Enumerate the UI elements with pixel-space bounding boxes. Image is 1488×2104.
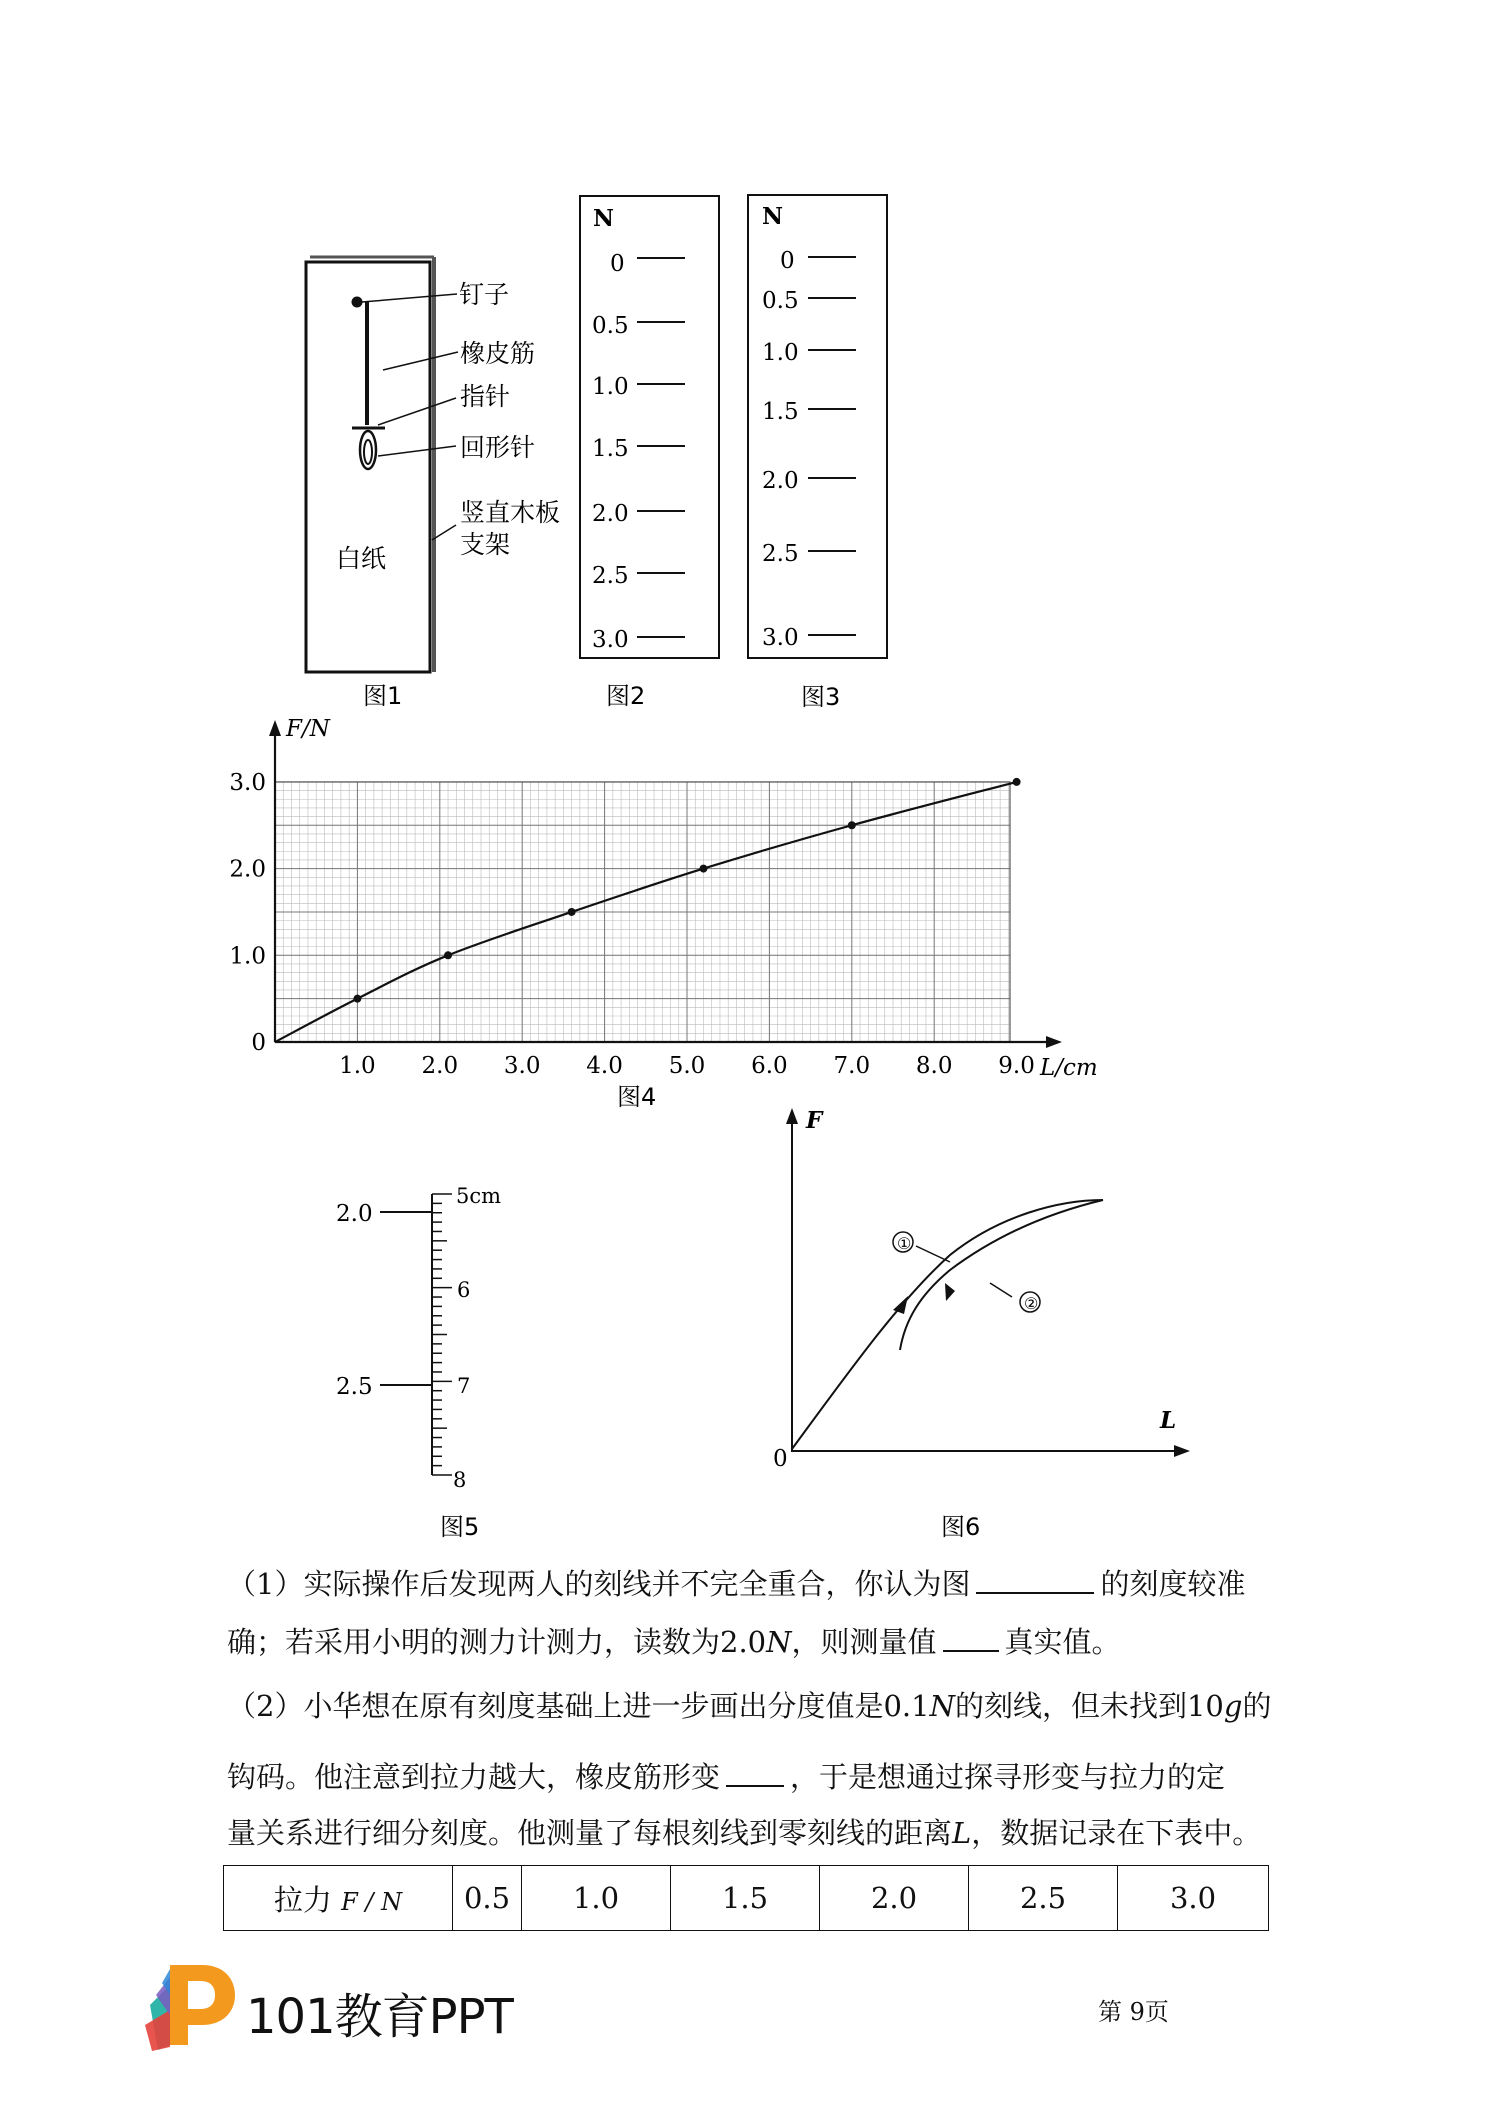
label-paper-clip: 回形针 [460,433,536,462]
figure-4-chart [229,716,1097,1111]
origin-label: 0 [251,1030,266,1056]
fig6-x-label: L [1160,1407,1177,1434]
label-nail: 钉子 [459,280,510,309]
figure-1 [306,257,458,672]
nail-icon [352,297,362,307]
data-point [1013,778,1021,786]
question-2-line-1: （2）小华想在原有刻度基础上进一步画出分度值是0.1N的刻线，但未找到10g的 [227,1689,1272,1723]
table-cell: 2.5 [969,1866,1118,1931]
x-tick-label: 4.0 [586,1053,623,1079]
fig5-right-label: 5cm [456,1184,502,1208]
fig2-unit: N [593,205,615,232]
fig5-right-label: 6 [457,1278,471,1302]
x-tick-label: 3.0 [503,1053,541,1079]
fig6-origin-label: 0 [773,1446,788,1472]
fig5-right-label: 7 [457,1374,471,1398]
label-stand: 支架 [460,530,511,559]
y-tick-label: 3.0 [229,769,266,796]
y-tick-label: 1.0 [229,943,266,970]
question-2-line-2: 钩码。他注意到拉力越大，橡皮筋形变 ，于是想通过探寻形变与拉力的定 [227,1755,1277,1797]
x-axis-label: L/cm [1040,1055,1098,1081]
caption-figure-6: 图6 [941,1513,981,1541]
table-header-cell: 拉力 F / N [224,1866,453,1931]
caption-figure-3: 图3 [801,683,841,711]
fig3-tick-label: 3.0 [762,625,799,651]
data-point [848,821,856,829]
x-axis-arrow [1046,1036,1062,1048]
data-point [353,995,361,1003]
table-cell: 1.0 [522,1866,671,1931]
brand-logo-icon [140,1955,240,2055]
fig5-left-label: 2.0 [336,1201,373,1227]
data-point [568,908,576,916]
figure-5-ruler [380,1194,452,1475]
fig2-tick-label: 0.5 [592,313,629,339]
table-cell: 3.0 [1118,1866,1269,1931]
page-number: 第 9页 [1098,1998,1169,2026]
label-rubber-band: 橡皮筋 [460,339,536,368]
series-2-label: ② [1024,1294,1039,1313]
label-white-paper: 白纸 [336,544,387,573]
fig2-tick-label: 2.0 [592,501,629,527]
y-tick-label: 2.0 [229,856,266,883]
fig3-tick-label: 2.5 [762,541,799,567]
answer-blank[interactable] [943,1620,999,1652]
question-1-line-2: 确；若采用小明的测力计测力，读数为2.0N，则测量值 真实值。 [227,1620,1277,1662]
series-1-label: ① [897,1234,912,1253]
x-tick-label: 9.0 [998,1053,1035,1079]
fig2-tick-label: 2.5 [592,563,629,589]
figure-6-hysteresis [786,1108,1190,1457]
y-axis-label: F/N [286,716,330,742]
fig3-tick-label: 0.5 [762,288,799,314]
x-tick-label: 5.0 [668,1053,706,1079]
question-2-line-3: 量关系进行细分刻度。他测量了每根刻线到零刻线的距离L，数据记录在下表中。 [227,1816,1262,1850]
data-point [444,951,452,959]
fig2-tick-label: 0 [610,251,625,277]
fig3-unit: N [762,203,784,230]
fig2-tick-label: 1.0 [592,374,629,400]
fig3-tick-label: 1.0 [762,340,799,366]
fig2-tick-label: 1.5 [592,436,629,462]
x-tick-label: 1.0 [339,1053,376,1079]
fig5-left-label: 2.5 [336,1374,373,1400]
x-tick-label: 2.0 [421,1053,459,1079]
y-axis-arrow [269,720,281,736]
figure-2-scale [580,196,719,658]
table-cell: 1.5 [671,1866,820,1931]
force-table [223,1865,1269,1931]
x-tick-label: 7.0 [833,1053,871,1079]
caption-figure-1: 图1 [363,682,403,710]
caption-figure-5: 图5 [440,1513,480,1541]
fig3-tick-label: 2.0 [762,468,799,494]
answer-blank[interactable] [726,1755,784,1787]
label-vertical-board: 竖直木板 [460,498,561,527]
chart-title: 图4 [617,1083,657,1111]
fig3-tick-label: 1.5 [762,399,799,425]
caption-figure-2: 图2 [606,682,646,710]
curve-loading [792,1200,1103,1449]
fig6-y-label: F [806,1107,823,1134]
table-row [224,1866,1269,1931]
x-tick-label: 8.0 [915,1053,953,1079]
label-pointer: 指针 [460,382,511,411]
fig5-right-label: 8 [453,1468,467,1492]
figure-3-scale [748,195,887,658]
table-cell: 2.0 [820,1866,969,1931]
fig2-tick-label: 3.0 [592,627,629,653]
data-point [699,865,707,873]
table-cell: 0.5 [453,1866,522,1931]
answer-blank[interactable] [976,1562,1094,1594]
x-tick-label: 6.0 [751,1053,788,1079]
brand-name: 101教育PPT [246,1989,513,2045]
fig3-tick-label: 0 [780,248,795,274]
question-1-line-1: （1）实际操作后发现两人的刻线并不完全重合，你认为图 的刻度较准 [227,1562,1277,1604]
